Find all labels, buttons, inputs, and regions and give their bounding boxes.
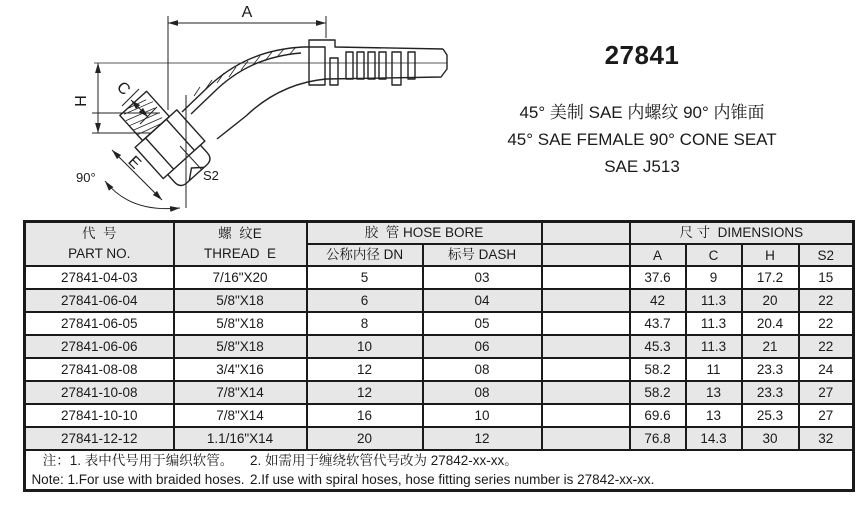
cell-dim-s2: 22: [799, 335, 854, 358]
cell-thread: 7/16"X20: [174, 266, 307, 289]
cell-thread: 1.1/16"X14: [174, 427, 307, 450]
table-row: [25, 335, 854, 358]
cell-spacer: [542, 335, 630, 358]
dimension-e: [112, 150, 162, 200]
cell-dim-s2: 15: [799, 266, 854, 289]
cell-spacer: [542, 358, 630, 381]
cell-part-no: 27841-06-04: [25, 289, 174, 312]
cell-dim-c: 11.3: [686, 289, 742, 312]
cell-dim-a: 58.2: [630, 381, 686, 404]
cell-dim-h: 25.3: [742, 404, 799, 427]
note-cn-2: 2. 如需用于缠绕软管代号改为 27842-xx-xx。: [250, 453, 518, 468]
spec-table: [23, 220, 855, 492]
cell-dash: 12: [423, 427, 542, 450]
cell-dn: 8: [307, 312, 423, 335]
cell-spacer: [542, 404, 630, 427]
cell-dn: 6: [307, 289, 423, 312]
cell-dash: 08: [423, 381, 542, 404]
col-header-dim-h: H: [742, 244, 799, 266]
cell-dim-h: 17.2: [742, 266, 799, 289]
cell-part-no: 27841-10-10: [25, 404, 174, 427]
cell-dn: 12: [307, 358, 423, 381]
cell-dim-s2: 32: [799, 427, 854, 450]
cell-dim-a: 43.7: [630, 312, 686, 335]
cell-dim-h: 30: [742, 427, 799, 450]
table-header: [25, 222, 854, 267]
table-row: [25, 266, 854, 289]
cell-dim-c: 11.3: [686, 335, 742, 358]
standard-reference: SAE J513: [604, 157, 680, 176]
cell-part-no: 27841-10-08: [25, 381, 174, 404]
cell-dim-c: 9: [686, 266, 742, 289]
cell-dn: 20: [307, 427, 423, 450]
cell-dim-s2: 27: [799, 404, 854, 427]
dimension-c-label: C: [113, 78, 134, 99]
cell-dn: 12: [307, 381, 423, 404]
cell-spacer: [542, 266, 630, 289]
subtitle-block: [428, 99, 856, 180]
cell-part-no: 27841-04-03: [25, 266, 174, 289]
table-body: [25, 266, 854, 450]
cell-dn: 5: [307, 266, 423, 289]
cell-dim-a: 42: [630, 289, 686, 312]
cell-dim-h: 21: [742, 335, 799, 358]
cell-dn: 16: [307, 404, 423, 427]
cell-dim-h: 23.3: [742, 381, 799, 404]
cell-thread: 7/8"X14: [174, 381, 307, 404]
col-header-dn: 公称内径 DN: [307, 244, 423, 266]
col-header-dash: 标号 DASH: [423, 244, 542, 266]
col-group-hose-bore: 胶 管 HOSE BORE: [307, 222, 542, 245]
table-row: [25, 404, 854, 427]
cell-dash: 08: [423, 358, 542, 381]
spacer-column-header: [542, 222, 630, 245]
cell-dim-c: 14.3: [686, 427, 742, 450]
cell-thread: 3/4"X16: [174, 358, 307, 381]
cell-dash: 10: [423, 404, 542, 427]
subtitle-chinese: 45° 美制 SAE 内螺纹 90° 内锥面: [519, 103, 765, 122]
cell-dash: 05: [423, 312, 542, 335]
cell-dim-a: 69.6: [630, 404, 686, 427]
cell-dim-s2: 22: [799, 312, 854, 335]
note-line-english: [26, 470, 852, 489]
col-group-dimensions: 尺 寸 DIMENSIONS: [630, 222, 854, 245]
cell-part-no: 27841-08-08: [25, 358, 174, 381]
cell-dim-h: 23.3: [742, 358, 799, 381]
cell-dim-h: 20: [742, 289, 799, 312]
cell-thread: 5/8"X18: [174, 312, 307, 335]
cell-dim-a: 76.8: [630, 427, 686, 450]
notes-box: [25, 450, 854, 491]
cell-part-no: 27841-06-06: [25, 335, 174, 358]
subtitle-english: 45° SAE FEMALE 90° CONE SEAT: [507, 130, 777, 149]
cell-spacer: [542, 289, 630, 312]
cell-thread: 5/8"X18: [174, 335, 307, 358]
cell-dim-s2: 24: [799, 358, 854, 381]
col-header-thread: 螺 纹E THREAD E: [174, 222, 307, 267]
cell-dim-c: 11.3: [686, 312, 742, 335]
fitting-technical-drawing: [10, 0, 450, 220]
fitting-body: [182, 40, 447, 139]
col-header-dim-c: C: [686, 244, 742, 266]
cell-spacer: [542, 427, 630, 450]
cell-dim-c: 11: [686, 358, 742, 381]
dimension-e-label: E: [124, 153, 144, 173]
page-title: 27841: [604, 40, 680, 70]
col-header-dim-s2: S2: [799, 244, 854, 266]
dimension-h-label: H: [73, 95, 90, 107]
cell-dash: 06: [423, 335, 542, 358]
col-header-dim-a: A: [630, 244, 686, 266]
cell-dim-c: 13: [686, 404, 742, 427]
table-footer: [25, 450, 854, 491]
cell-dash: 03: [423, 266, 542, 289]
table-row: [25, 289, 854, 312]
cell-thread: 5/8"X18: [174, 289, 307, 312]
note-en-2: 2.If use with spiral hoses, hose fitting series number is 27842-xx-xx.: [250, 472, 655, 487]
spacer-column-header: [542, 244, 630, 266]
table-row: [25, 427, 854, 450]
cell-part-no: 27841-12-12: [25, 427, 174, 450]
note-cn-1: 注：1. 表中代号用于编织软管。: [42, 453, 234, 468]
cell-thread: 7/8"X14: [174, 404, 307, 427]
cell-dim-c: 13: [686, 381, 742, 404]
dimension-a-label: A: [241, 4, 253, 21]
table-row: [25, 381, 854, 404]
dimension-h: [73, 63, 160, 133]
cell-spacer: [542, 381, 630, 404]
cell-spacer: [542, 312, 630, 335]
swivel-nut: [112, 85, 217, 193]
cell-dash: 04: [423, 289, 542, 312]
dimension-cone-angle: [76, 95, 186, 209]
cell-dim-s2: 27: [799, 381, 854, 404]
cone-angle-label: 90°: [76, 170, 96, 185]
note-en-1: Note: 1.For use with braided hoses.: [31, 472, 245, 487]
drawing-canvas: [10, 0, 450, 220]
dimension-s2-label: S2: [203, 168, 219, 183]
title-block: [428, 40, 856, 180]
dimension-a: [168, 4, 326, 110]
table-row: [25, 312, 854, 335]
col-header-part-no: 代 号 PART NO.: [25, 222, 174, 267]
cell-dim-s2: 22: [799, 289, 854, 312]
cell-part-no: 27841-06-05: [25, 312, 174, 335]
table-row: [25, 358, 854, 381]
cell-dn: 10: [307, 335, 423, 358]
cell-dim-h: 20.4: [742, 312, 799, 335]
cell-dim-a: 58.2: [630, 358, 686, 381]
cell-dim-a: 45.3: [630, 335, 686, 358]
cell-dim-a: 37.6: [630, 266, 686, 289]
note-line-chinese: [26, 451, 852, 470]
